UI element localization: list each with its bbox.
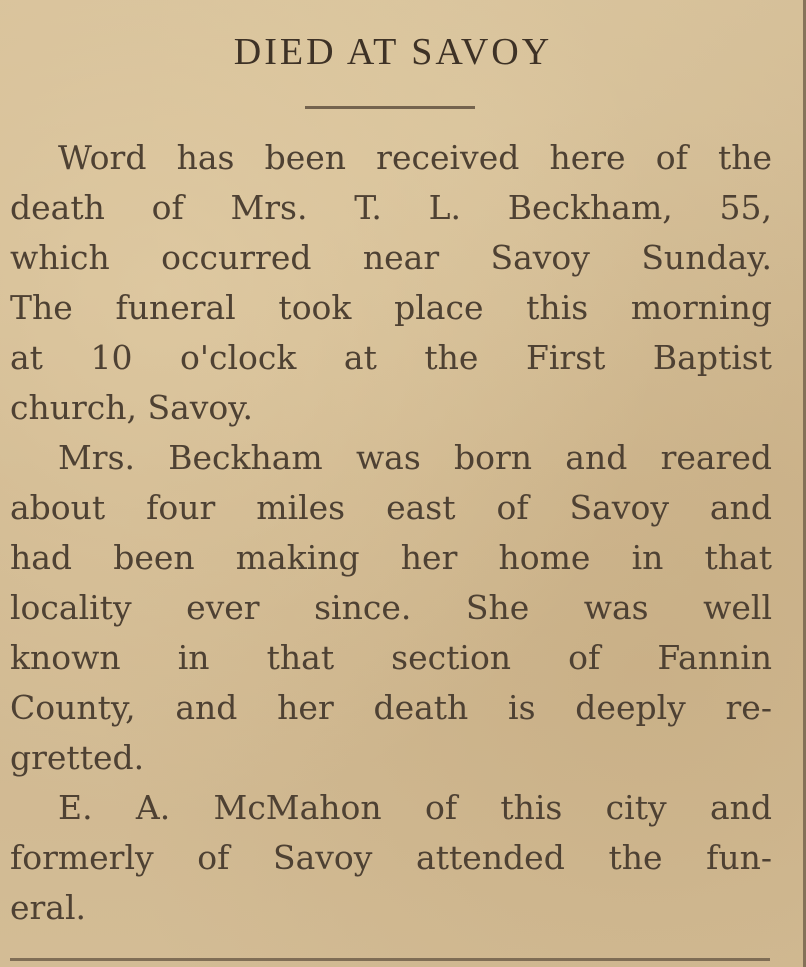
headline-divider <box>305 106 475 109</box>
text-line: which occurred near Savoy Sunday. <box>10 238 772 277</box>
headline: DIED AT SAVOY <box>233 31 553 73</box>
text-line: formerly of Savoy attended the fun- <box>10 838 772 877</box>
paragraph-3 <box>10 783 772 933</box>
article-body <box>10 133 772 933</box>
paragraph-2 <box>10 433 772 783</box>
text-line: E. A. McMahon of this city and <box>58 788 772 827</box>
text-line: County, and her death is deeply re- <box>10 688 772 727</box>
text-line: gretted. <box>10 738 145 777</box>
text-line: eral. <box>10 888 87 927</box>
paragraph-1 <box>10 133 772 433</box>
text-line: Word has been received here of the <box>58 138 772 177</box>
text-line: at 10 o'clock at the First Baptist <box>10 338 772 377</box>
text-line: had been making her home in that <box>10 538 772 577</box>
text-line: locality ever since. She was well <box>10 588 772 627</box>
text-line: The funeral took place this morning <box>10 288 772 327</box>
text-line: about four miles east of Savoy and <box>10 488 772 527</box>
text-line: Mrs. Beckham was born and reared <box>58 438 772 477</box>
bottom-divider <box>10 958 770 961</box>
text-line: death of Mrs. T. L. Beckham, 55, <box>10 188 772 227</box>
text-line: church, Savoy. <box>10 388 254 427</box>
text-line: known in that section of Fannin <box>10 638 772 677</box>
